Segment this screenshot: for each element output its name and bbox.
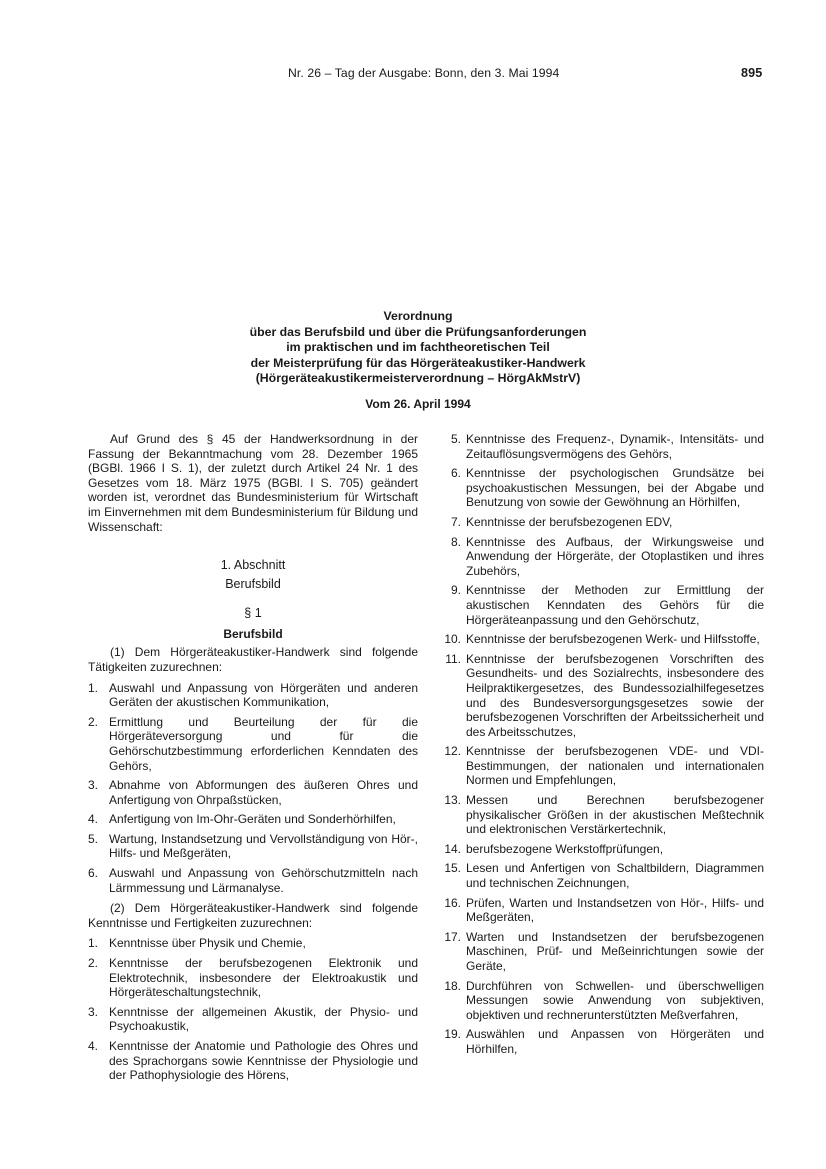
- section-name: Berufsbild: [225, 577, 281, 592]
- list-item-text: Kenntnisse der berufsbezogenen Vorschriften des Gesundheits- und des Sozialrechts, insbesondere des Heilpraktikergesetzes, des Bundessozialhilfegesetzes und des Bundesversorgungsgesetzes sowie der berufsbezogenen Vorschriften der Arbeitssicherheit und des Arbeitsschutzes,: [466, 651, 764, 739]
- list-item-text: Kenntnisse der berufsbezogenen EDV,: [466, 514, 673, 529]
- list-item-number: 10.: [444, 632, 461, 647]
- list-item: [444, 842, 764, 857]
- header-text: Nr. 26 – Tag der Ausgabe: Bonn, den 3. Mai 1994: [288, 66, 560, 80]
- list-item-text: Durchführen von Schwellen- und überschwelligen Messungen sowie Anwendung von subjektiven, objektiven und rechnerunterstützten Meßverfahren,: [466, 978, 764, 1022]
- preamble: Auf Grund des § 45 der Handwerksordnung in der Fassung der Bekanntmachung vom 28. Dezember 1965 (BGBl. 1966 I S. 1), der zuletzt durch Artikel 24 Nr. 1 des Gesetzes vom 18. März 1975 (BGBl. I S. 705) geändert worden ist, verordnet das Bundesministerium für Wirtschaft im Einvernehmen mit dem Bundesministerium für Bildung und Wissenschaft:: [88, 432, 418, 534]
- list-item-number: 14.: [444, 841, 461, 856]
- section-number: 1. Abschnitt: [220, 558, 286, 573]
- list-item-number: 5.: [450, 432, 461, 446]
- ordinance-date: Vom 26. April 1994: [365, 397, 471, 411]
- list-item-text: Kenntnisse der Anatomie und Pathologie des Ohres und des Sprachorgans sowie Kenntnisse der Physiologie und der Pathophysiologie des Hörens,: [109, 1039, 418, 1083]
- list-item: [444, 979, 764, 1023]
- list-item-number: 11.: [445, 651, 461, 666]
- list-item-text: Kenntnisse der psychologischen Grundsätze bei psychoakustischen Messungen, bei der Abgabe und Benutzung von sowie der Gewöhnung an Hörhilfen,: [466, 466, 764, 510]
- list-item-number: 3.: [88, 778, 99, 793]
- list-item: [444, 793, 764, 837]
- list-item: [88, 832, 418, 861]
- list-item-number: 3.: [88, 1004, 99, 1019]
- list-item-text: Auswählen und Anpassen von Hörgeräten und Hörhilfen,: [466, 1027, 764, 1056]
- absatz2-list-right: [444, 432, 764, 1057]
- list-item-number: 5.: [88, 831, 99, 846]
- absatz1-intro: (1) Dem Hörgeräteakustiker-Handwerk sind folgende Tätigkeiten zuzurechnen:: [88, 645, 418, 674]
- list-item-text: Warten und Instandsetzen der berufsbezogenen Maschinen, Prüf- und Meßeinrichtungen sowie der Geräte,: [466, 929, 764, 973]
- paragraph-title: Berufsbild: [223, 626, 283, 641]
- list-item: [444, 896, 764, 925]
- list-item-number: 12.: [444, 744, 461, 759]
- list-item: [88, 1005, 418, 1034]
- list-item: [88, 681, 418, 710]
- list-item: [88, 715, 418, 773]
- list-item-text: Auswahl und Anpassung von Hörgeräten und anderen Geräten der akustischen Kommunikation,: [109, 680, 418, 710]
- running-header: [0, 66, 826, 84]
- list-item-text: Kenntnisse der Methoden zur Ermittlung der akustischen Kenndaten des Gehörs für die Hörgeräteanpassung und den Gehörschutz,: [466, 583, 764, 627]
- list-item-text: Abnahme von Abformungen des äußeren Ohres und Anfertigung von Ohrpaßstücken,: [109, 778, 418, 807]
- list-item: [88, 812, 418, 827]
- list-item-number: 2.: [88, 956, 99, 971]
- list-item-text: Prüfen, Warten und Instandsetzen von Hör-, Hilfs- und Meßgeräten,: [466, 895, 764, 925]
- list-item-number: 9.: [450, 583, 461, 598]
- absatz1-list: [88, 681, 418, 896]
- list-item-text: Kenntnisse der berufsbezogenen Elektronik und Elektrotechnik, insbesondere der Elektroakustik und Hörgeräteschaltungstechnik,: [109, 956, 418, 1000]
- list-item: [444, 466, 764, 510]
- list-item-text: berufsbezogene Werkstoffprüfungen,: [466, 841, 664, 856]
- list-item-text: Kenntnisse des Aufbaus, der Wirkungsweise und Anwendung der Hörgeräte, der Otoplastiken und ihres Zubehörs,: [466, 534, 764, 578]
- list-item: [88, 936, 418, 951]
- list-item: [88, 1039, 418, 1083]
- absatz2-intro: (2) Dem Hörgeräteakustiker-Handwerk sind folgende Kenntnisse und Fertigkeiten zuzurechnen:: [88, 901, 418, 930]
- title-line: über das Berufsbild und über die Prüfungsanforderungen: [249, 324, 587, 339]
- list-item: [444, 583, 764, 627]
- list-item-text: Kenntnisse der allgemeinen Akustik, der Physio- und Psychoakustik,: [109, 1004, 418, 1034]
- list-item-number: 4.: [88, 1039, 99, 1053]
- list-item-text: Auswahl und Anpassung von Gehörschutzmitteln nach Lärmmessung und Lärmanalyse.: [109, 866, 418, 895]
- list-item-number: 15.: [444, 861, 461, 876]
- list-item-text: Anfertigung von Im-Ohr-Geräten und Sonderhörhilfen,: [109, 812, 396, 827]
- list-item-number: 19.: [444, 1027, 461, 1042]
- list-item-text: Messen und Berechnen berufsbezogener physikalischer Größen in der akustischen Meßtechnik und elektronischen Verstärkertechnik,: [466, 793, 764, 837]
- list-item-text: Wartung, Instandsetzung und Vervollständigung von Hör-, Hilfs- und Meßgeräten,: [109, 831, 418, 861]
- list-item: [444, 515, 764, 530]
- list-item-text: Kenntnisse des Frequenz-, Dynamik-, Intensitäts- und Zeitauflösungsvermögens des Gehörs,: [466, 432, 764, 461]
- list-item: [444, 744, 764, 788]
- list-item-number: 6.: [88, 866, 99, 881]
- list-item-number: 6.: [450, 466, 461, 481]
- ordinance-title: [150, 309, 686, 387]
- list-item-number: 4.: [88, 812, 99, 827]
- list-item-text: Kenntnisse der berufsbezogenen VDE- und VDI-Bestimmungen, der nationalen und internationalen Normen und Empfehlungen,: [466, 744, 764, 788]
- list-item-text: Kenntnisse über Physik und Chemie,: [109, 936, 306, 951]
- list-item-text: Lesen und Anfertigen von Schaltbildern, Diagrammen und technischen Zeichnungen,: [466, 861, 764, 891]
- paragraph-sign: § 1: [244, 606, 262, 621]
- list-item: [444, 432, 764, 461]
- list-item: [88, 956, 418, 1000]
- title-line: Verordnung: [383, 309, 453, 323]
- list-item-number: 17.: [444, 929, 461, 944]
- list-item: [444, 861, 764, 890]
- list-item-number: 8.: [450, 534, 461, 549]
- list-item-number: 1.: [88, 680, 99, 695]
- list-item-number: 1.: [88, 936, 99, 951]
- list-item: [88, 778, 418, 807]
- right-column: [444, 432, 764, 1062]
- list-item: [444, 930, 764, 974]
- list-item: [444, 652, 764, 740]
- title-line: (Hörgeräteakustikermeisterverordnung – HörgAkMstrV): [255, 371, 581, 386]
- title-line: im praktischen und im fachtheoretischen Teil: [286, 340, 550, 355]
- list-item-number: 7.: [450, 514, 461, 529]
- list-item-text: Kenntnisse der berufsbezogenen Werk- und Hilfsstoffe,: [466, 632, 760, 647]
- list-item-number: 13.: [444, 793, 461, 808]
- absatz2-list-left: [88, 936, 418, 1082]
- list-item: [444, 632, 764, 647]
- list-item-number: 2.: [88, 714, 99, 729]
- list-item: [88, 866, 418, 895]
- left-column: [88, 432, 418, 1088]
- page-number: 895: [741, 66, 763, 80]
- list-item: [444, 535, 764, 579]
- list-item-number: 18.: [444, 978, 461, 993]
- title-line: der Meisterprüfung für das Hörgeräteakustiker-Handwerk: [250, 355, 586, 370]
- list-item: [444, 1027, 764, 1056]
- list-item-text: Ermittlung und Beurteilung der für die Hörgeräteversorgung und für die Gehörschutzbestimmung erforderlichen Kenndaten des Gehörs,: [109, 714, 418, 773]
- list-item-number: 16.: [444, 895, 461, 910]
